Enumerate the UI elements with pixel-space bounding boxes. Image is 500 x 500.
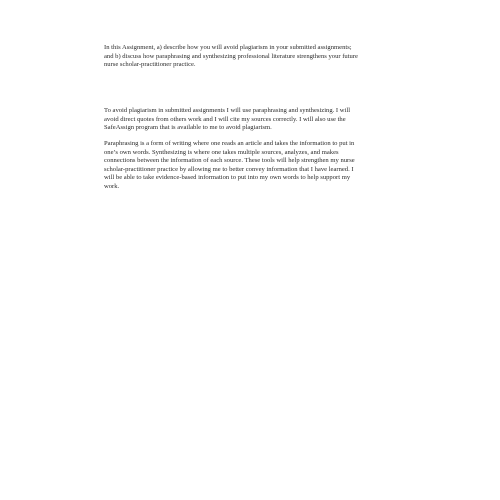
plagiarism-avoidance-paragraph — [104, 107, 404, 133]
text-line: one’s own words. Synthesizing is where one takes multiple sources, analyzes, and makes — [104, 148, 339, 156]
text-line: nurse scholar-practitioner practice. — [104, 61, 196, 69]
text-line: Paraphrasing is a form of writing where one reads an article and takes the information to put in — [104, 140, 355, 147]
paraphrasing-synthesizing-paragraph — [104, 140, 404, 192]
text-line: To avoid plagiarism in submitted assignments I will use paraphrasing and synthesizing. I will — [104, 107, 351, 114]
text-line: SafeAssign program that is available to me to avoid plagiarism. — [104, 124, 272, 132]
text-line: In this Assignment, a) describe how you will avoid plagiarism in your submitted assignments; — [104, 44, 352, 51]
text-line: connections between the information of each source. These tools will help strengthen my nurse — [104, 157, 355, 165]
text-line: will be able to take evidence-based information to put into my own words to help support my — [104, 174, 351, 182]
text-line: and b) discuss how paraphrasing and synthesizing professional literature strengthens your future — [104, 52, 358, 60]
text-line: scholar-practitioner practice by allowing me to better convey information that I have learned. I — [104, 165, 354, 173]
assignment-prompt-paragraph — [104, 44, 404, 70]
text-line: work. — [104, 182, 120, 190]
text-line: avoid direct quotes from others work and I will cite my sources correctly. I will also use the — [104, 115, 346, 123]
